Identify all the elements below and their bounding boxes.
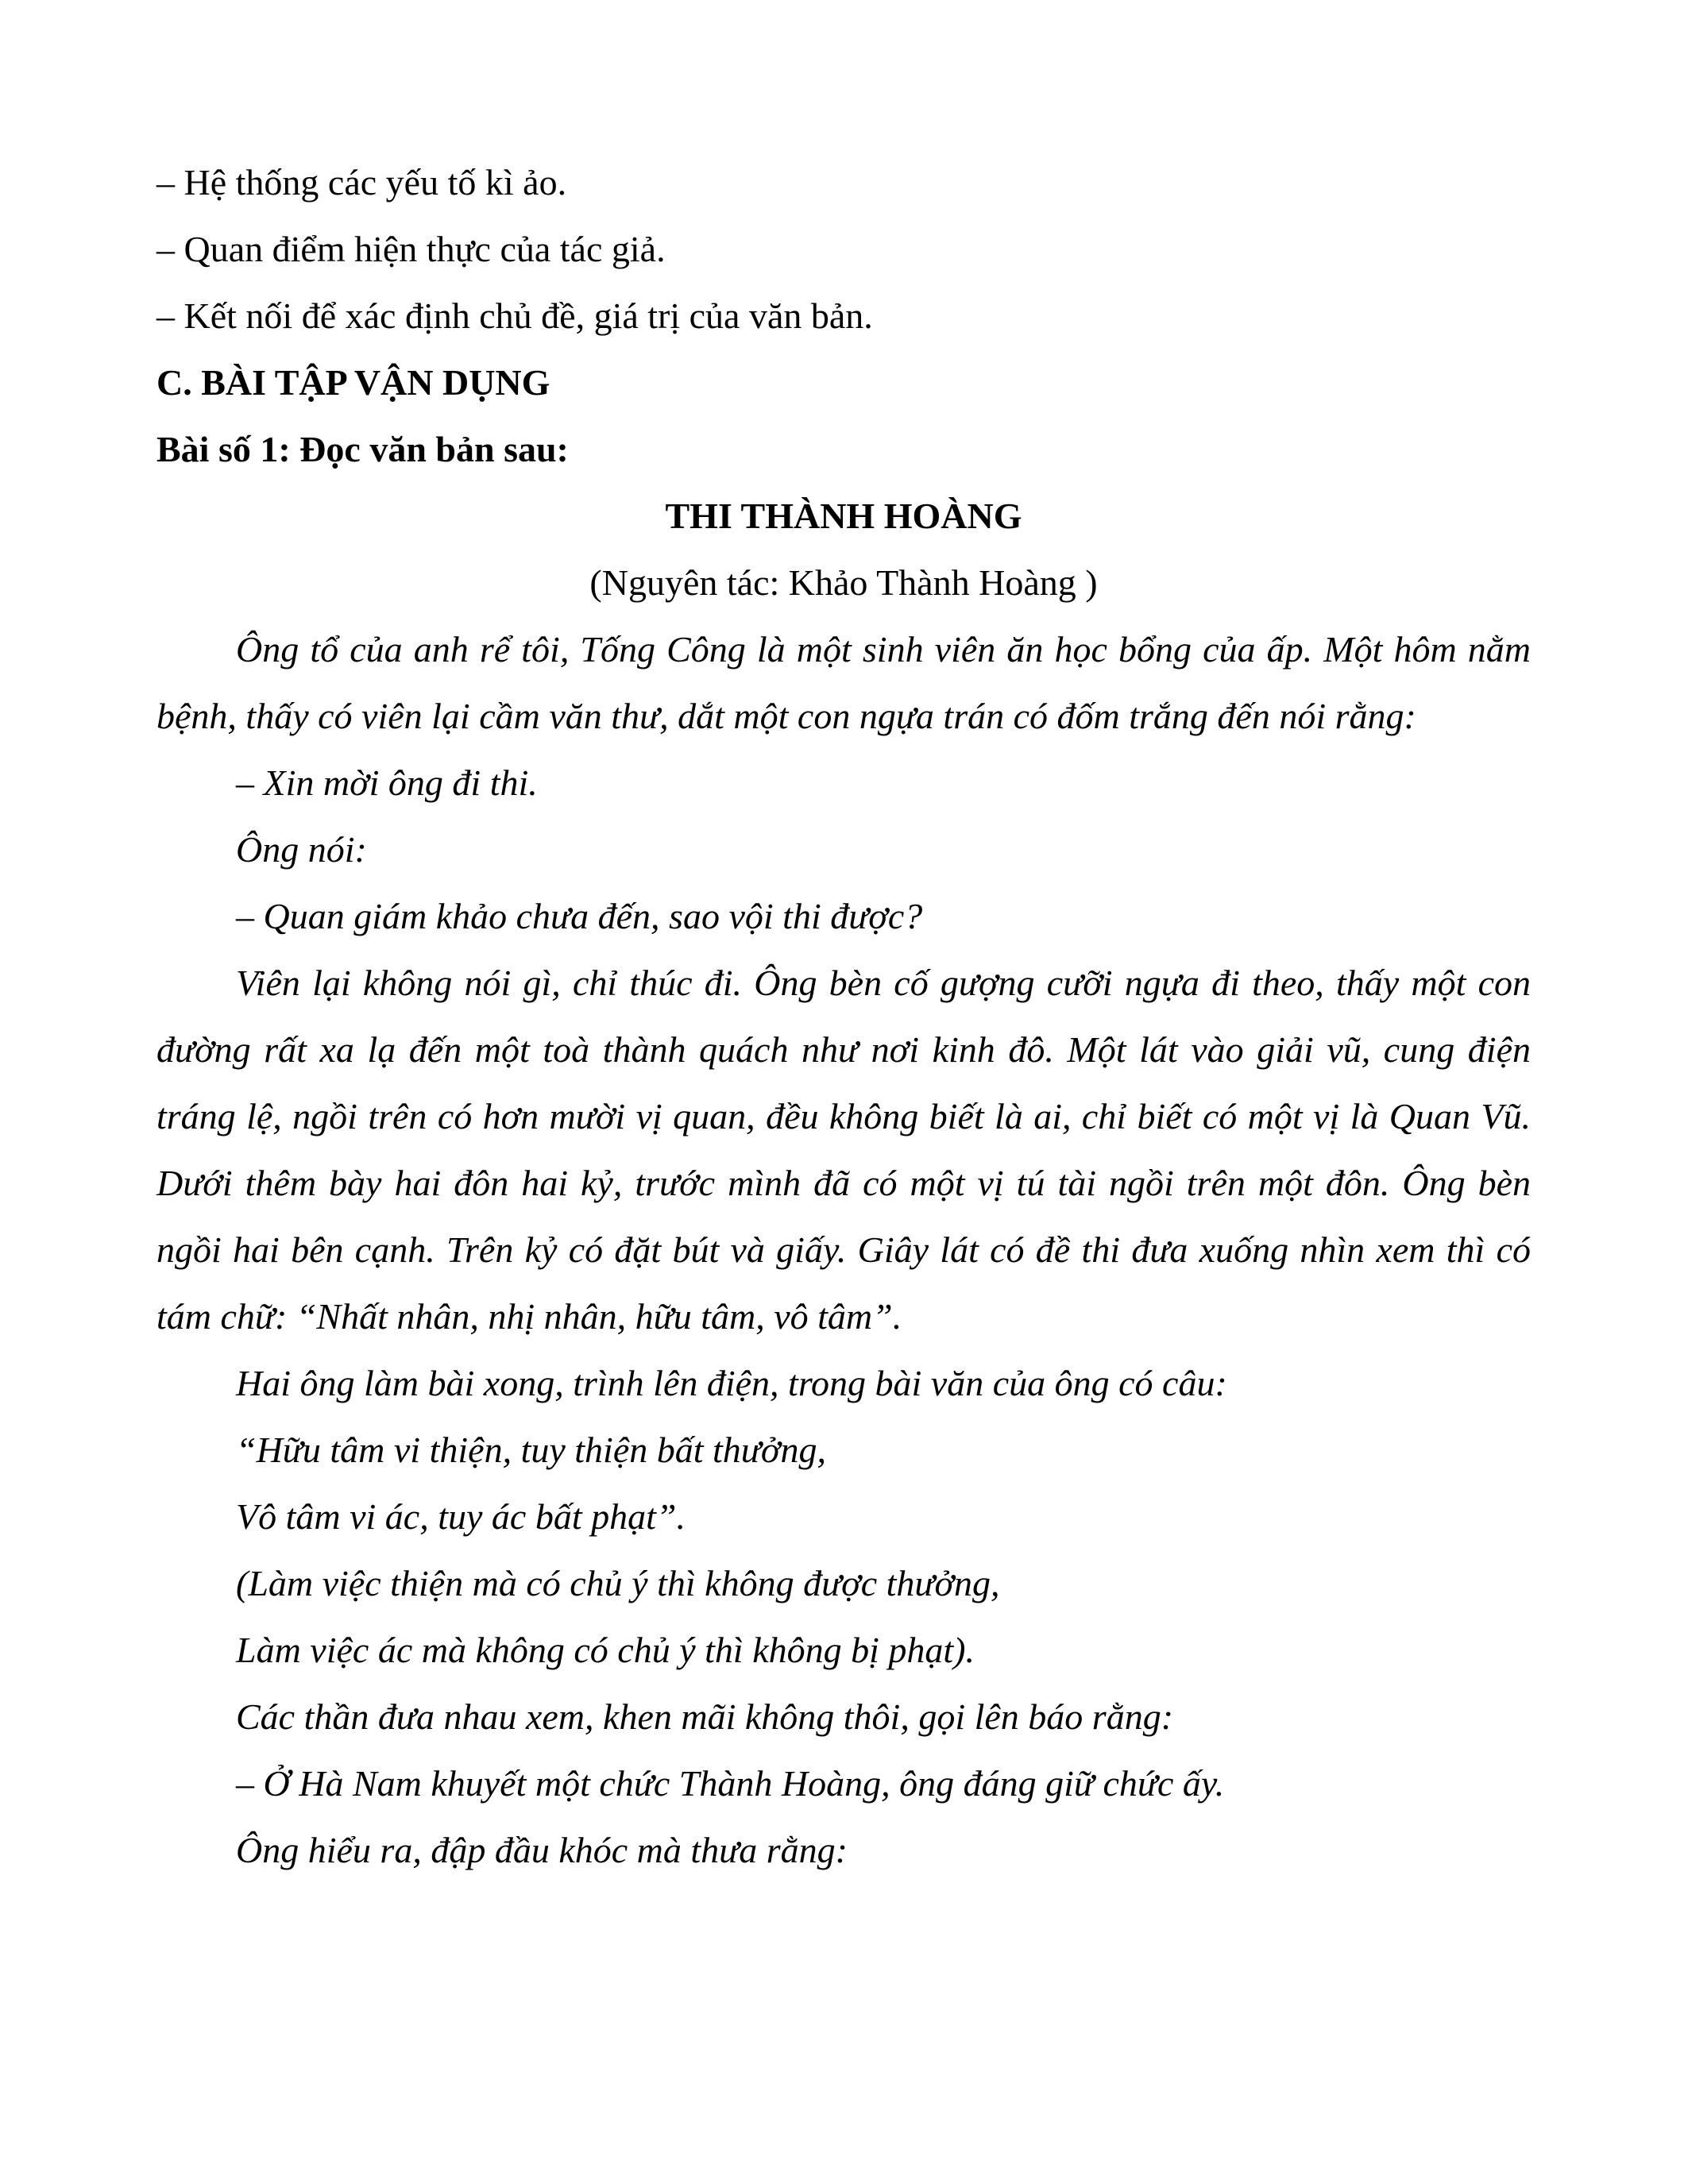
story-title: THI THÀNH HOÀNG (665, 496, 1022, 536)
story-line: – Ở Hà Nam khuyết một chức Thành Hoàng, ông đáng giữ chức ấy. (236, 1763, 1225, 1804)
story-paragraph-1: Ông tổ của anh rể tôi, Tống Công là một sinh viên ăn học bổng của ấp. Một hôm nằm bệnh, thấy có viên lại cầm văn thư, dắt một con ngựa trán có đốm trắng đến nói rằng: (156, 629, 1531, 736)
poem-line: Vô tâm vi ác, tuy ác bất phạt”. (236, 1496, 686, 1537)
story-subtitle: (Nguyên tác: Khảo Thành Hoàng ) (589, 562, 1098, 603)
document-page (156, 149, 1531, 1884)
bullet-item: – Kết nối để xác định chủ đề, giá trị của văn bản. (156, 295, 873, 336)
story-line: – Xin mời ông đi thi. (236, 762, 538, 803)
bullet-item: – Quan điểm hiện thực của tác giả. (156, 229, 666, 269)
story-line: Hai ông làm bài xong, trình lên điện, trong bài văn của ông có câu: (236, 1363, 1227, 1403)
story-line: Ông hiểu ra, đập đầu khóc mà thưa rằng: (236, 1830, 848, 1870)
story-line: Ông nói: (236, 829, 367, 870)
story-line: – Quan giám khảo chưa đến, sao vội thi được? (236, 896, 923, 936)
bullet-item: – Hệ thống các yếu tố kì ảo. (156, 162, 567, 203)
translation-line: Làm việc ác mà không có chủ ý thì không bị phạt). (236, 1630, 975, 1670)
exercise-heading: Bài số 1: Đọc văn bản sau: (156, 429, 569, 469)
story-line: Các thần đưa nhau xem, khen mãi không thôi, gọi lên báo rằng: (236, 1696, 1174, 1737)
story-paragraph-2: Viên lại không nói gì, chỉ thúc đi. Ông bèn cố gượng cưỡi ngựa đi theo, thấy một con đường rất xa lạ đến một toà thành quách như nơi kinh đô. Một lát vào giải vũ, cung điện tráng lệ, ngồi trên có hơn mười vị quan, đều không biết là ai, chỉ biết có một vị là Quan Vũ. Dưới thêm bày hai đôn hai kỷ, trước mình đã có một vị tú tài ngồi trên một đôn. Ông bèn ngồi hai bên cạnh. Trên kỷ có đặt bút và giấy. Giây lát có đề thi đưa xuống nhìn xem thì có tám chữ: “Nhất nhân, nhị nhân, hữu tâm, vô tâm”. (156, 963, 1531, 1337)
section-heading: C. BÀI TẬP VẬN DỤNG (156, 362, 550, 403)
translation-line: (Làm việc thiện mà có chủ ý thì không được thưởng, (236, 1563, 1000, 1603)
poem-line: “Hữu tâm vi thiện, tuy thiện bất thưởng, (236, 1430, 826, 1470)
